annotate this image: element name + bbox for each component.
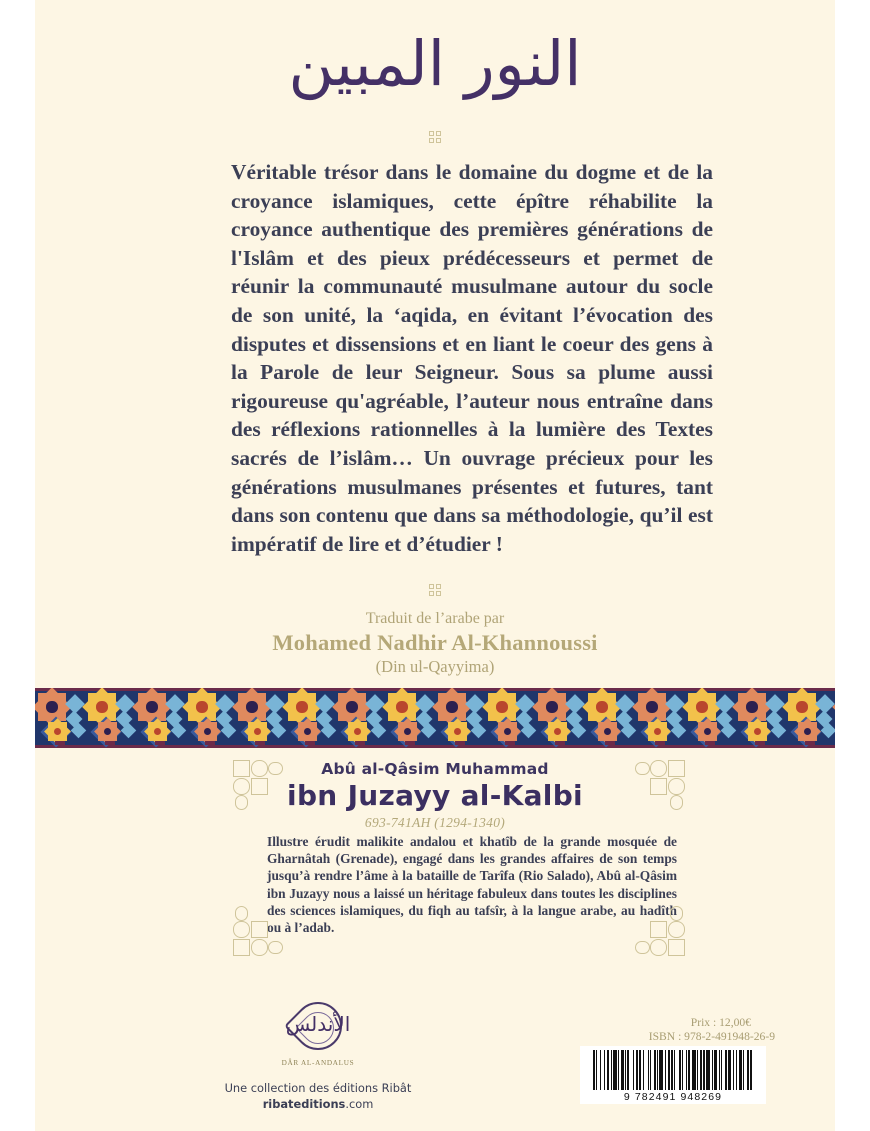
band-edge-accent	[155, 741, 165, 745]
band-star-motif	[598, 722, 617, 741]
arabic-title: النور المبين	[288, 27, 582, 100]
band-star-motif	[48, 722, 67, 741]
band-edge-accent	[505, 741, 515, 745]
website-tld: .com	[345, 1097, 374, 1111]
band-star-motif	[188, 693, 216, 721]
band-pattern	[35, 691, 835, 745]
band-star-motif	[288, 693, 316, 721]
translator-name: Mohamed Nadhir Al-Khannoussi	[272, 630, 598, 655]
band-star-motif	[248, 722, 267, 741]
publisher-collection-line: Une collection des éditions Ribât	[224, 1081, 412, 1095]
author-panel	[35, 748, 835, 988]
band-star-motif	[748, 722, 767, 741]
band-edge-accent	[55, 741, 65, 745]
book-back-cover	[35, 0, 835, 1131]
band-star-motif	[138, 693, 166, 721]
band-star-motif	[388, 693, 416, 721]
band-star-motif	[648, 722, 667, 741]
publisher-website[interactable]	[203, 1096, 433, 1112]
band-edge-accent	[755, 741, 765, 745]
band-star-motif	[698, 722, 717, 741]
corner-ornament-bottom-right	[635, 900, 687, 958]
band-star-motif	[438, 693, 466, 721]
band-star-motif	[88, 693, 116, 721]
band-edge-accent	[355, 741, 365, 745]
barcode	[580, 1046, 766, 1104]
band-edge-accent	[105, 741, 115, 745]
author-biography: Illustre érudit malikite andalou et khatîb de la grande mosquée de Gharnâtah (Grenade), engagé dans les grandes affaires de son temps jusqu’à rendre l’âme à la bataille de Tarîfa (Rio Salado), Abû al-Qâsim ibn Juzayy nous a laissé un héritage fabuleux dans toutes les disciplines des sciences islamiques, du fiqh au tafsîr, à la langue arabe, au hadîth ou à l’adab.	[267, 834, 677, 936]
quatrefoil-icon	[429, 584, 442, 597]
quatrefoil-icon	[429, 131, 442, 144]
band-star-motif	[788, 693, 816, 721]
commerce-block	[535, 1016, 775, 1044]
band-edge-accent	[455, 741, 465, 745]
title-block	[35, 22, 835, 106]
band-star-motif	[198, 722, 217, 741]
band-edge-accent	[205, 741, 215, 745]
band-star-motif	[688, 693, 716, 721]
band-star-motif	[548, 722, 567, 741]
ornament-separator-bottom	[35, 584, 835, 602]
logo-arabic-glyph: الأندلس	[285, 1012, 351, 1036]
book-blurb: Véritable trésor dans le domaine du dogme et de la croyance islamiques, cette épître réhabilite la croyance authentique des premières générations de l'Islâm et des pieux prédécesseurs et permet de réunir la communauté musulmane autour du socle de son unité, la ‘aqida, en évitant l’évocation des disputes et dissensions et en liant le coeur des gens à la Parole de leur Seigneur. Sous sa plume aussi rigoureuse qu'agréable, l’auteur nous entraîne dans des réflexions rationnelles à la lumière des Textes sacrés de l’islâm… Un ouvrage précieux pour les générations musulmanes présentes et futures, tant dans son contenu que dans sa méthodologie, qu’il est impératif de lire et d’étudier !	[231, 160, 713, 556]
barcode-bars	[580, 1050, 766, 1090]
band-edge-accent	[305, 741, 315, 745]
band-edge-accent	[255, 741, 265, 745]
corner-ornament-top-left	[231, 758, 283, 816]
ornament-separator-top	[35, 131, 835, 149]
band-star-motif	[298, 722, 317, 741]
corner-ornament-top-right	[635, 758, 687, 816]
barcode-digits: 9 782491 948269	[623, 1091, 723, 1103]
band-edge-accent	[555, 741, 565, 745]
website-domain: ribateditions	[262, 1097, 346, 1111]
corner-ornament-bottom-left	[231, 900, 283, 958]
band-star-motif	[588, 693, 616, 721]
price-label: Prix : 12,00€	[690, 1016, 751, 1029]
author-dates: 693-741AH (1294-1340)	[364, 815, 506, 830]
band-star-motif	[238, 693, 266, 721]
band-star-motif	[338, 693, 366, 721]
translator-affiliation: (Din ul-Qayyima)	[375, 657, 495, 676]
band-star-motif	[148, 722, 167, 741]
band-star-motif	[538, 693, 566, 721]
author-heading	[35, 760, 835, 833]
publisher-imprint-name: DÂR AL-ANDALUS	[281, 1059, 355, 1067]
band-star-motif	[448, 722, 467, 741]
band-edge-accent	[705, 741, 715, 745]
band-star-motif	[98, 722, 117, 741]
band-star-motif	[638, 693, 666, 721]
publisher-block	[203, 1000, 433, 1112]
band-edge-accent	[405, 741, 415, 745]
author-kunya: Abû al-Qâsim Muhammad	[321, 760, 549, 778]
isbn-label: ISBN : 978-2-491948-26-9	[648, 1030, 775, 1043]
band-edge-accent	[655, 741, 665, 745]
band-star-motif	[398, 722, 417, 741]
publisher-logo-icon	[285, 1000, 351, 1058]
band-edge-accent	[605, 741, 615, 745]
band-star-motif	[488, 693, 516, 721]
band-star-motif	[38, 693, 66, 721]
band-edge-accent	[805, 741, 815, 745]
author-name: ibn Juzayy al-Kalbi	[287, 779, 583, 812]
band-star-motif	[738, 693, 766, 721]
translator-credit	[35, 608, 835, 678]
band-star-motif	[798, 722, 817, 741]
translator-intro: Traduit de l’arabe par	[365, 610, 505, 627]
geometric-border-band	[35, 688, 835, 748]
band-star-motif	[498, 722, 517, 741]
band-star-motif	[348, 722, 367, 741]
